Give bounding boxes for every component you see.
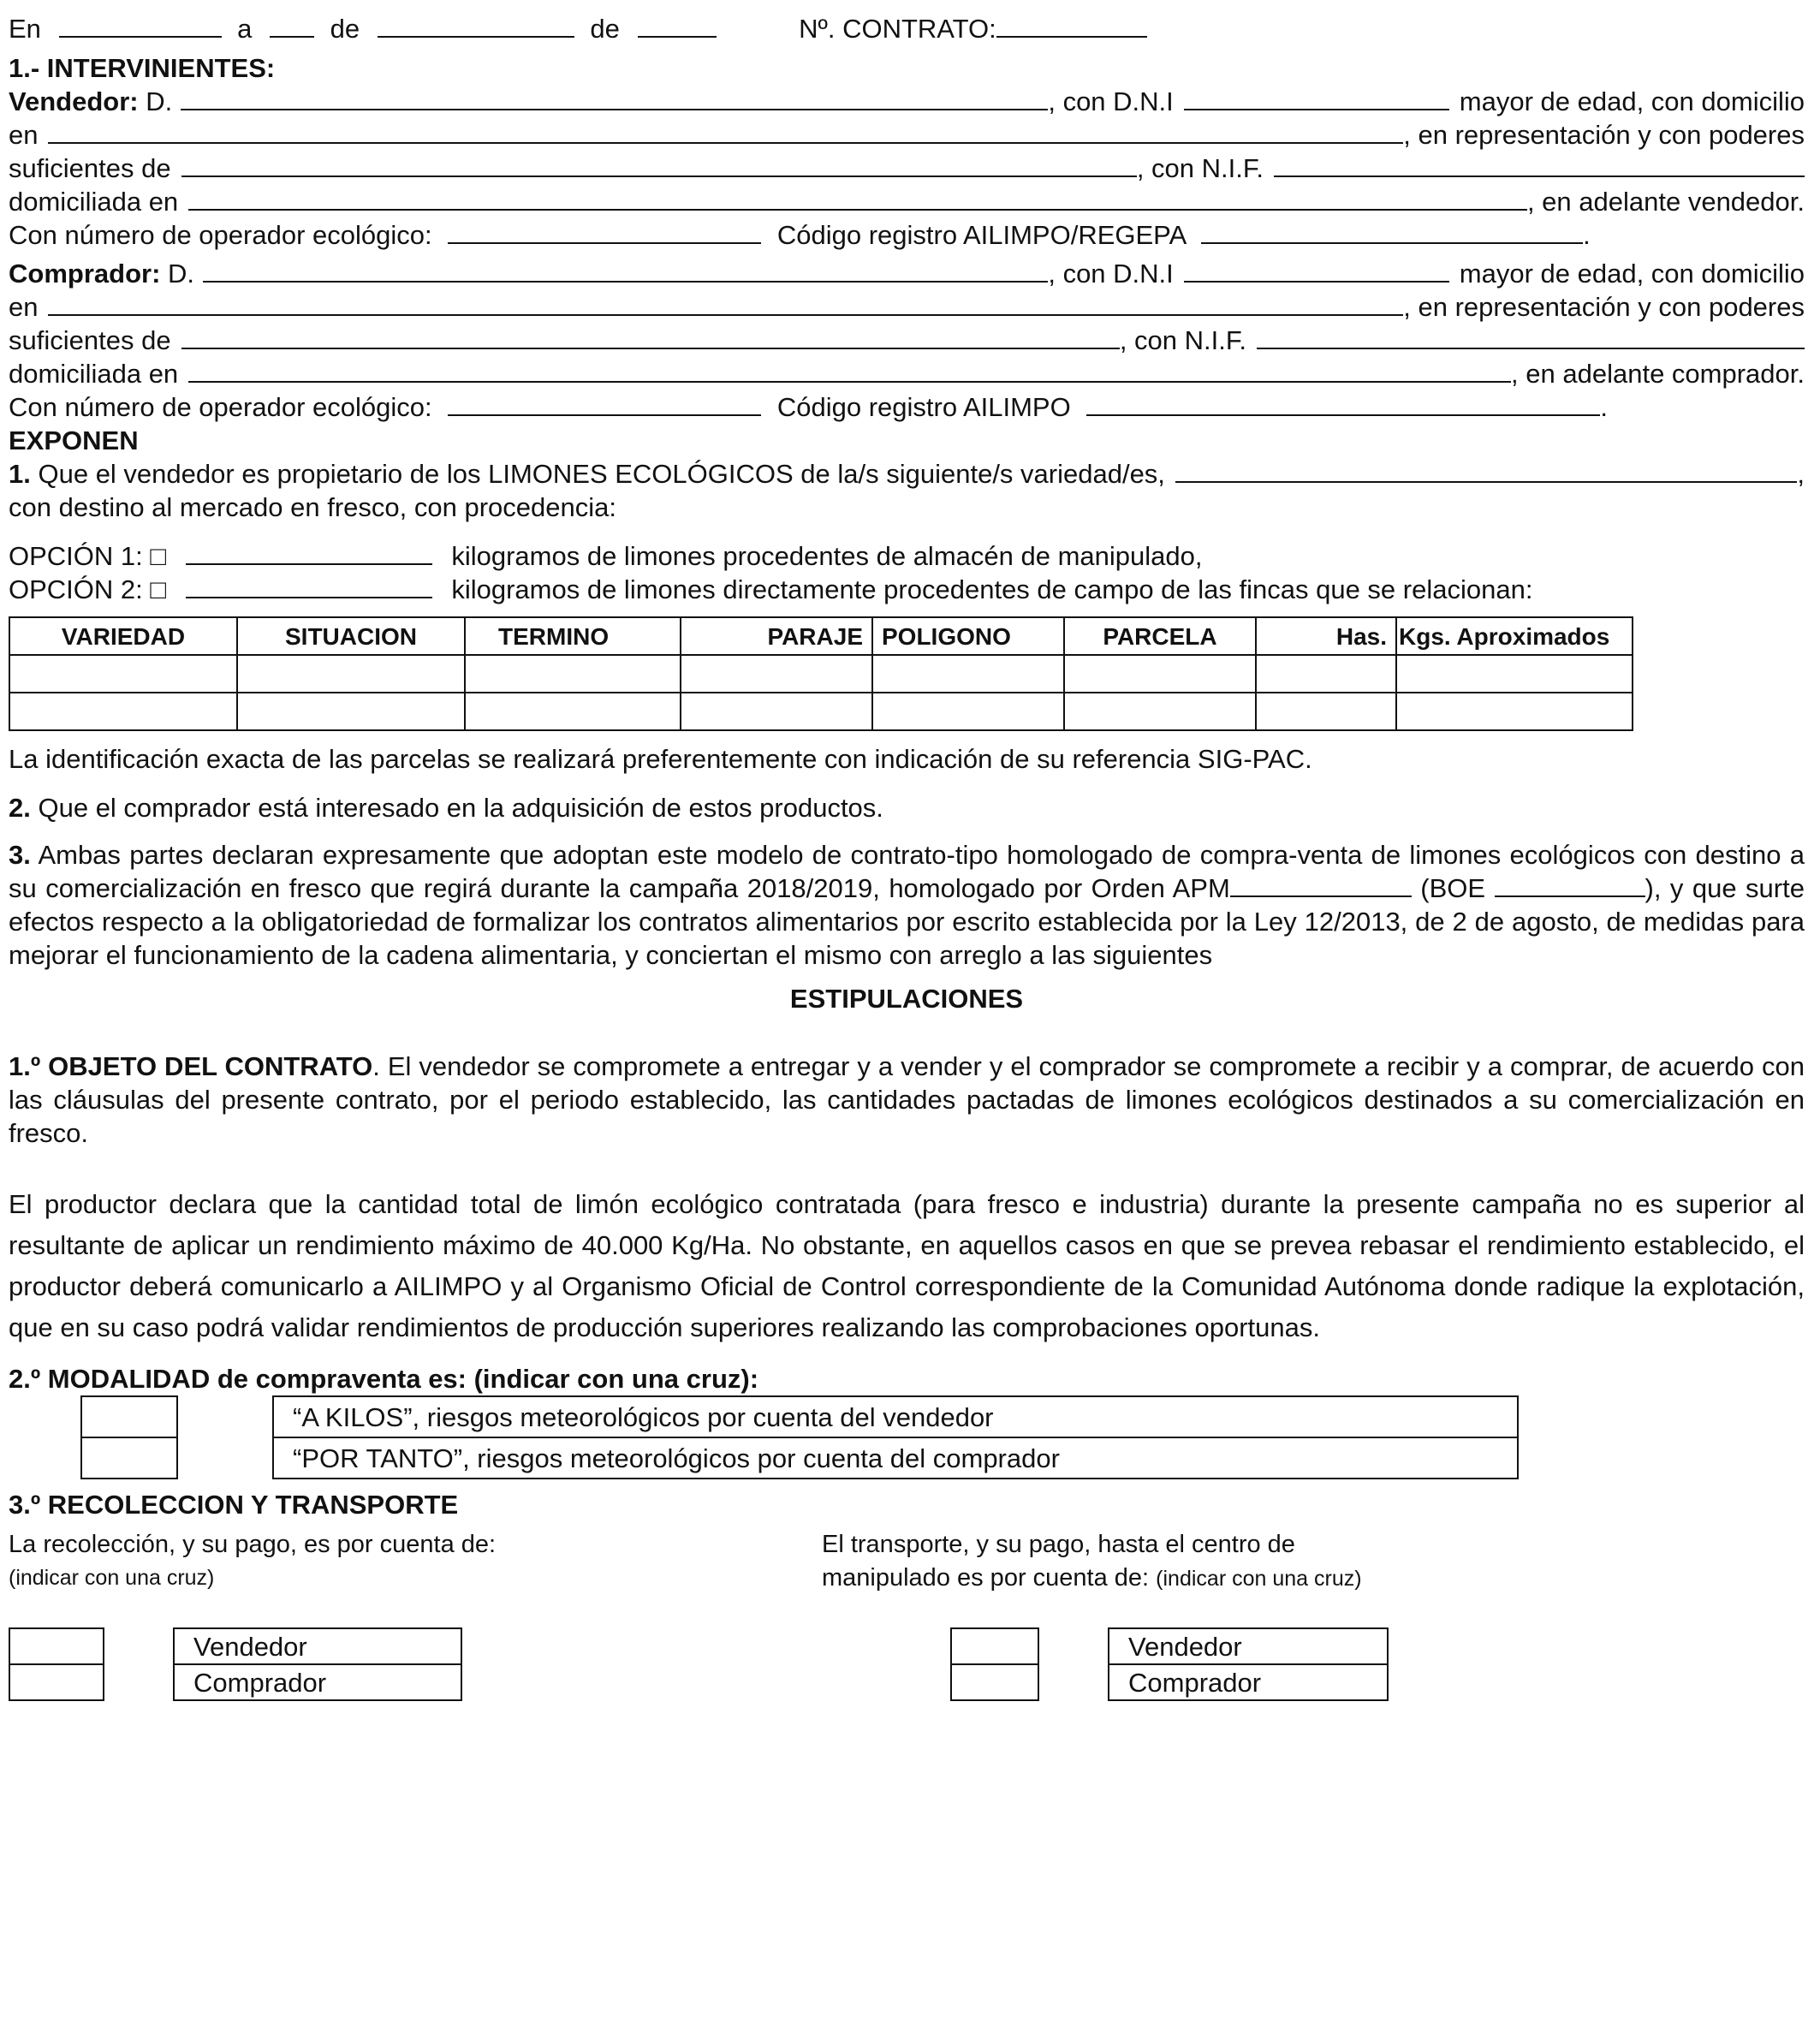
exponen-p2 xyxy=(9,791,1805,824)
buyer-operador-field[interactable] xyxy=(448,390,761,416)
transporte-row xyxy=(951,1628,1388,1664)
transporte-text-1: El transporte, y su pago, hasta el centro de xyxy=(822,1531,1295,1558)
transporte-text-2 xyxy=(822,1562,1678,1595)
p1-text: Que el vendedor es propietario de los LIMONES ECOLÓGICOS de la/s siguiente/s variedad/es, xyxy=(38,459,1165,489)
seller-en: en xyxy=(9,120,39,150)
opcion-1-text: kilogramos de limones procedentes de almacén de manipulado, xyxy=(451,541,1203,571)
seller-nif-field[interactable] xyxy=(1274,152,1805,177)
e2-title: 2.º MODALIDAD de compraventa es: (indicar con una cruz): xyxy=(9,1364,759,1394)
recoleccion-row xyxy=(9,1664,461,1700)
p3-text-b: (BOE xyxy=(1420,873,1486,903)
modalidad-option: “A KILOS”, riesgos meteorológicos por cuenta del vendedor xyxy=(273,1396,1518,1437)
exponen-heading: EXPONEN xyxy=(9,425,139,455)
buyer-en: en xyxy=(9,292,39,322)
buyer-company-field[interactable] xyxy=(181,324,1120,349)
variedad-field[interactable] xyxy=(1175,457,1797,483)
seller-nif-label: , con N.I.F. xyxy=(1136,153,1264,183)
opcion-1 xyxy=(9,539,1805,573)
seller-dom-field[interactable] xyxy=(188,185,1527,211)
table-cell[interactable] xyxy=(1064,655,1256,693)
table-cell[interactable] xyxy=(681,693,872,730)
table-cell[interactable] xyxy=(1064,693,1256,730)
opcion-2-kg-field[interactable] xyxy=(186,573,432,598)
recoleccion-block xyxy=(9,1528,779,1701)
buyer-line-4 xyxy=(9,357,1805,390)
seller-operador-field[interactable] xyxy=(448,218,761,244)
seller-adelante: , en adelante vendedor. xyxy=(1526,187,1805,217)
contract-number-label: Nº. CONTRATO: xyxy=(799,14,996,44)
buyer-dni-field[interactable] xyxy=(1184,257,1449,283)
e1-title: 1.º OBJETO DEL CONTRATO xyxy=(9,1051,373,1081)
seller-line-1 xyxy=(9,85,1805,118)
recoleccion-checkbox[interactable] xyxy=(9,1628,104,1664)
seller-codigo-field[interactable] xyxy=(1201,218,1583,244)
p1-comma: , xyxy=(1797,459,1805,489)
table-cell[interactable] xyxy=(465,693,681,730)
recoleccion-checkbox[interactable] xyxy=(9,1664,104,1700)
table-cell[interactable] xyxy=(1256,693,1396,730)
buyer-nif-label: , con N.I.F. xyxy=(1119,325,1246,355)
buyer-mayor: mayor de edad, con domicilio xyxy=(1459,259,1805,289)
table-row xyxy=(9,655,1633,693)
modalidad-table xyxy=(80,1395,1519,1479)
seller-repr: , en representación y con poderes xyxy=(1403,120,1805,150)
transporte-row xyxy=(951,1664,1388,1700)
estipulacion-1 xyxy=(9,1050,1805,1150)
productor-paragraph: El productor declara que la cantidad total de limón ecológico contratada (para fresco e industria) durante la presente campaña no es superior al resultante de aplicar un rendimiento máximo de 40.000 Kg/Ha. No obstante, en aquellos casos en que se prevea rebasar el rendimiento establecido, el productor deberá comunicarlo a AILIMPO y al Organismo Oficial de Control correspondiente de la Comunidad Autónoma donde radique la explotación, que en su caso podrá validar rendimientos de producción superiores realizando las comprobaciones oportunas. xyxy=(9,1189,1805,1342)
fill-line[interactable] xyxy=(59,12,222,38)
modalidad-row xyxy=(81,1437,1518,1479)
recoleccion-text: La recolección, y su pago, es por cuenta de: xyxy=(9,1531,497,1558)
p2-number: 2. xyxy=(9,793,31,823)
p2-text: Que el comprador está interesado en la adquisición de estos productos. xyxy=(38,793,883,823)
transporte-text-2-label: manipulado es por cuenta de: xyxy=(822,1564,1150,1592)
p3-text-a: Ambas partes declaran expresamente que adoptan este modelo de contrato-tipo homologado de compra-venta de limones ecológicos con destino a su comercialización en fresco que regirá durante la campaña 2018/2019, homologado por Orden APM xyxy=(9,840,1805,903)
opcion-1-kg-field[interactable] xyxy=(186,539,432,565)
modalidad-checkbox[interactable] xyxy=(81,1437,177,1479)
modalidad-row xyxy=(81,1396,1518,1437)
transporte-checkbox[interactable] xyxy=(951,1664,1038,1700)
header-en: En xyxy=(9,14,41,44)
fill-line[interactable] xyxy=(270,12,314,38)
recoleccion-hint: (indicar con una cruz) xyxy=(9,1566,215,1590)
table-cell[interactable] xyxy=(872,693,1064,730)
opcion-2-text: kilogramos de limones directamente procedentes de campo de las fincas que se relacionan: xyxy=(451,574,1533,604)
buyer-end: . xyxy=(1600,392,1608,422)
seller-domicilio-field[interactable] xyxy=(48,118,1403,144)
table-cell[interactable] xyxy=(237,693,465,730)
recoleccion-table xyxy=(9,1627,462,1701)
table-cell[interactable] xyxy=(1256,655,1396,693)
seller-name-field[interactable] xyxy=(181,85,1048,110)
table-header-row xyxy=(9,617,1633,655)
table-row xyxy=(9,693,1633,730)
table-header: VARIEDAD xyxy=(9,617,237,655)
seller-mayor: mayor de edad, con domicilio xyxy=(1459,86,1805,116)
buyer-suf: suficientes de xyxy=(9,325,171,355)
boe-field[interactable] xyxy=(1495,872,1645,897)
table-cell[interactable] xyxy=(465,655,681,693)
seller-suf: suficientes de xyxy=(9,153,171,183)
transporte-block xyxy=(822,1528,1678,1701)
fill-line[interactable] xyxy=(378,12,574,38)
seller-line-5 xyxy=(9,218,1805,252)
transporte-table xyxy=(950,1627,1389,1701)
seller-dni-label: , con D.N.I xyxy=(1048,86,1174,116)
buyer-line-2 xyxy=(9,290,1805,324)
modalidad-checkbox[interactable] xyxy=(81,1396,177,1437)
buyer-line-1 xyxy=(9,257,1805,290)
e3-title: 3.º RECOLECCION Y TRANSPORTE xyxy=(9,1490,459,1520)
table-header: TERMINO xyxy=(465,617,681,655)
transporte-checkbox[interactable] xyxy=(951,1628,1038,1664)
buyer-adelante: , en adelante comprador. xyxy=(1511,359,1805,389)
table-cell[interactable] xyxy=(681,655,872,693)
buyer-dom: domiciliada en xyxy=(9,359,179,389)
p1-number: 1. xyxy=(9,459,31,489)
e1-text: . El vendedor se compromete a entregar y a vender y el comprador se compromete a recibir y a comprar, de acuerdo con las cláusulas del presente contrato, por el periodo establecido, las cantidades pactadas de limones ecológicos destinados a su comercialización en fresco. xyxy=(9,1051,1805,1148)
seller-dni-field[interactable] xyxy=(1184,85,1449,110)
seller-dom: domiciliada en xyxy=(9,187,179,217)
seller-end: . xyxy=(1583,220,1591,250)
exponen-p3 xyxy=(9,838,1805,972)
table-cell[interactable] xyxy=(1396,655,1633,693)
header-a: a xyxy=(237,14,253,44)
buyer-repr: , en representación y con poderes xyxy=(1403,292,1805,322)
seller-operador: Con número de operador ecológico: xyxy=(9,220,432,250)
seller-company-field[interactable] xyxy=(181,152,1137,177)
recoleccion-option: Vendedor xyxy=(174,1628,461,1664)
seller-line-2 xyxy=(9,118,1805,152)
identificacion-text: La identificación exacta de las parcelas se realizará preferentemente con indicación de su referencia SIG-PAC. xyxy=(9,744,1312,774)
exponen-p1 xyxy=(9,457,1805,491)
seller-codigo: Código registro AILIMPO/REGEPA xyxy=(776,220,1186,250)
table-header: PARCELA xyxy=(1064,617,1256,655)
buyer-codigo: Código registro AILIMPO xyxy=(776,392,1071,422)
buyer-codigo-field[interactable] xyxy=(1086,390,1600,416)
buyer-name-field[interactable] xyxy=(203,257,1048,283)
recoleccion-option: Comprador xyxy=(174,1664,461,1700)
table-header: PARAJE xyxy=(681,617,872,655)
header-line xyxy=(9,12,1805,45)
buyer-dni-label: , con D.N.I xyxy=(1048,259,1174,289)
buyer-nif-field[interactable] xyxy=(1257,324,1805,349)
seller-label: Vendedor: xyxy=(9,86,139,116)
opcion-1-label: OPCIÓN 1: □ xyxy=(9,541,167,571)
parcelas-table xyxy=(9,616,1633,731)
p3-text-c: ), y que surte efectos respecto a la obligatoriedad de formalizar los contratos alimentarios por escrito establecida por la Ley 12/2013, de 2 de agosto, de medidas para mejorar el funcionamiento de la cadena alimentaria, y conciertan el mismo con arreglo a las siguientes xyxy=(9,873,1805,970)
table-cell[interactable] xyxy=(237,655,465,693)
orden-apm-field[interactable] xyxy=(1230,872,1412,897)
seller-line-4 xyxy=(9,185,1805,218)
buyer-label: Comprador: xyxy=(9,259,161,289)
header-de: de xyxy=(330,14,360,44)
table-header: Kgs. Aproximados xyxy=(1396,617,1633,655)
buyer-line-5 xyxy=(9,390,1805,424)
contract-number-field[interactable] xyxy=(996,12,1147,38)
seller-d: D. xyxy=(146,86,173,116)
exponen-p1-line2: con destino al mercado en fresco, con procedencia: xyxy=(9,492,616,522)
p3-number: 3. xyxy=(9,840,31,870)
table-header: POLIGONO xyxy=(872,617,1064,655)
section-heading: 1.- INTERVINIENTES: xyxy=(9,53,276,83)
seller-line-3 xyxy=(9,152,1805,185)
opcion-2-label: OPCIÓN 2: □ xyxy=(9,574,167,604)
transporte-option: Comprador xyxy=(1109,1664,1388,1700)
table-cell[interactable] xyxy=(872,655,1064,693)
estipulaciones-heading: ESTIPULACIONES xyxy=(789,984,1024,1014)
buyer-domicilio-field[interactable] xyxy=(48,290,1403,316)
table-cell[interactable] xyxy=(1396,693,1633,730)
buyer-operador: Con número de operador ecológico: xyxy=(9,392,432,422)
table-cell[interactable] xyxy=(9,693,237,730)
table-header: Has. xyxy=(1256,617,1396,655)
fill-line[interactable] xyxy=(638,12,717,38)
transporte-option: Vendedor xyxy=(1109,1628,1388,1664)
recoleccion-row xyxy=(9,1628,461,1664)
table-header: SITUACION xyxy=(237,617,465,655)
header-de: de xyxy=(590,14,620,44)
transporte-hint: (indicar con una cruz) xyxy=(1156,1567,1362,1591)
table-cell[interactable] xyxy=(9,655,237,693)
buyer-dom-field[interactable] xyxy=(188,357,1511,383)
contract-page xyxy=(9,12,1805,1698)
opcion-2 xyxy=(9,573,1805,606)
buyer-d: D. xyxy=(168,259,195,289)
buyer-line-3 xyxy=(9,324,1805,357)
modalidad-option: “POR TANTO”, riesgos meteorológicos por cuenta del comprador xyxy=(273,1437,1518,1479)
recoleccion-transporte xyxy=(9,1528,1805,1698)
